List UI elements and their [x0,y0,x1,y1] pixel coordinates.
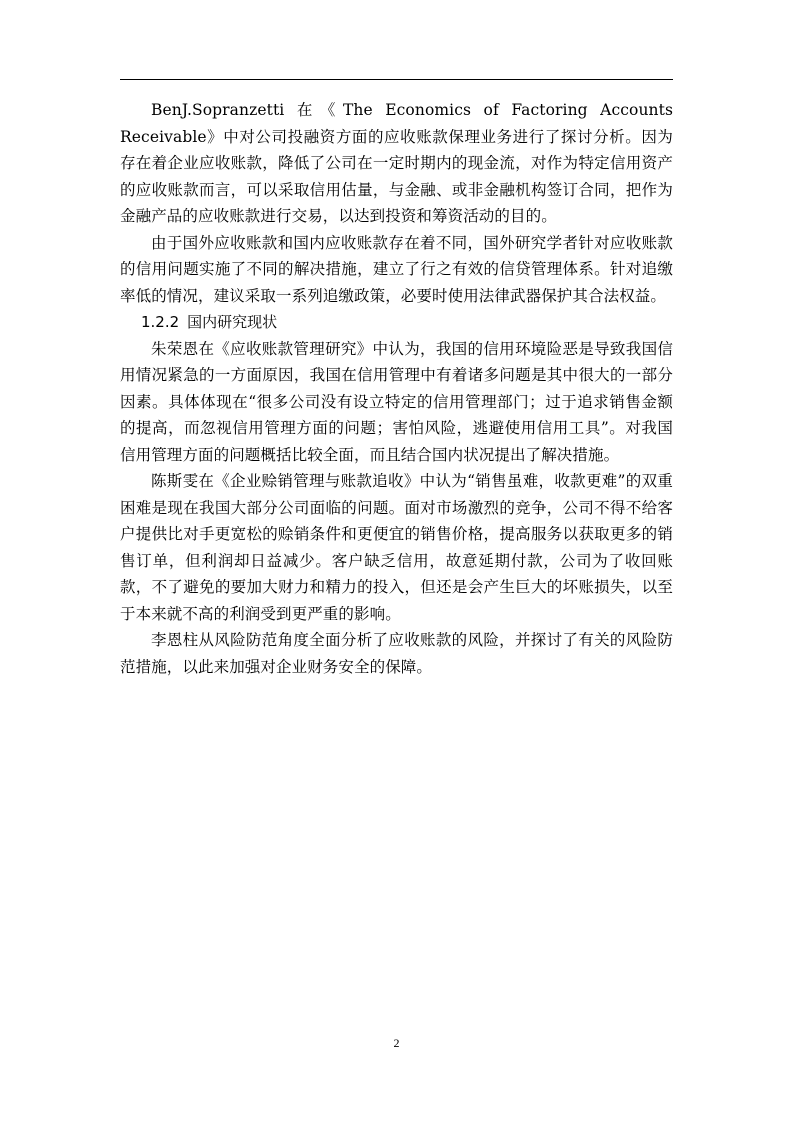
paragraph-foreign-credit: 由于国外应收账款和国内应收账款存在着不同，国外研究学者针对应收账款的信用问题实施了不同的解决措施，建立了行之有效的信贷管理体系。针对追缴率低的情况，建议采取一系列追缴政策，必要时使用法律武器保护其合法权益。 [120,233,673,305]
page-number: 2 [393,1036,400,1050]
section-heading [120,309,673,336]
header-rule [120,79,673,80]
paragraph-chen-siwen: 陈斯雯在《企业赊销管理与账款追收》中认为“销售虽难，收款更难”的双重困难是现在我国大部分公司面临的问题。面对市场激烈的竞争，公司不得不给客户提供比对手更宽松的赊销条件和更便宜的销售价格，提高服务以获取更多的销售订单，但利润却日益减少。客户缺乏信用，故意延期付款，公司为了收回账款，不了避免的要加大财力和精力的投入，但还是会产生巨大的坏账损失，以至于本来就不高的利润受到更严重的影响。 [120,472,673,623]
section-title: 国内研究现状 [187,313,278,331]
section-number: 1.2.2 [141,313,180,331]
paragraph-zhu-rongen: 朱荣恩在《应收账款管理研究》中认为，我国的信用环境险恶是导致我国信用情况紧急的一方面原因，我国在信用管理中有着诸多问题是其中很大的一部分因素。具体体现在“很多公司没有设立特定的信用管理部门；过于追求销售金额的提高，而忽视信用管理方面的问题；害怕风险，逃避使用信用工具”。对我国信用管理方面的问题概括比较全面，而且结合国内状况提出了解决措施。 [120,339,673,464]
body-text [120,97,673,680]
paragraph-sopranzetti: BenJ.Sopranzetti 在《The Economics of Factoring Accounts Receivable》中对公司投融资方面的应收账款保理业务进行了探讨分析。因为存在着企业应收账款，降低了公司在一定时期内的现金流，对作为特定信用资产的应收账款而言，可以采取信用估量，与金融、或非金融机构签订合同，把作为金融产品的应收账款进行交易，以达到投资和筹资活动的目的。 [120,101,673,225]
paragraph-li-enzhu: 李恩柱从风险防范角度全面分析了应收账款的风险，并探讨了有关的风险防范措施，以此来加强对企业财务安全的保障。 [120,631,673,676]
